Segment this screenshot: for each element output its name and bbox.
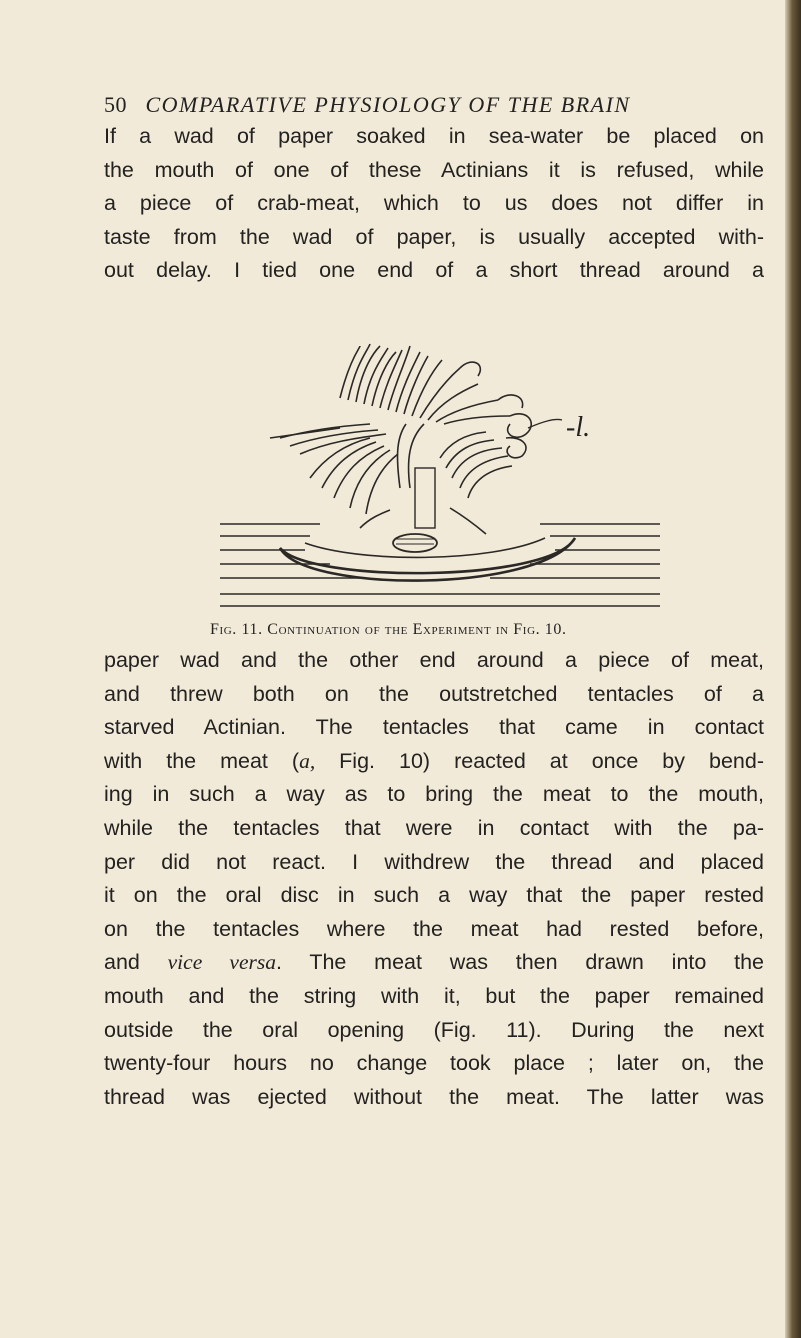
text-line: outside the oral opening (Fig. 11). During the next xyxy=(104,1017,764,1042)
paper-wad xyxy=(415,468,435,528)
text-line: the mouth of one of these Actinians it is refused, while xyxy=(104,157,764,182)
text-line: If a wad of paper soaked in sea-water be placed on xyxy=(104,124,764,148)
text-line: paper wad and the other end around a piece of meat, xyxy=(104,648,764,672)
text-line: and vice versa. The meat was then drawn into the xyxy=(104,950,764,975)
figure-caption xyxy=(210,621,670,639)
text-line: out delay. I tied one end of a short thread around a xyxy=(104,258,764,283)
text-line: with the meat (a, Fig. 10) reacted at once by bend- xyxy=(104,748,764,773)
water-lines xyxy=(220,524,660,606)
figure-label: -l. xyxy=(566,412,591,443)
text-line: twenty-four hours no change took place ; later on, the xyxy=(104,1051,764,1076)
text-line: thread was ejected without the meat. The latter was xyxy=(104,1084,764,1109)
text-line: while the tentacles that were in contact with the pa- xyxy=(104,815,764,840)
text-line: on the tentacles where the meat had rested before, xyxy=(104,916,764,941)
oral-opening xyxy=(393,534,437,552)
paragraph-2 xyxy=(104,644,764,1114)
text-line: starved Actinian. The tentacles that came in contact xyxy=(104,715,764,740)
paragraph-1 xyxy=(104,120,764,288)
text-line: per did not react. I withdrew the thread and placed xyxy=(104,849,764,874)
figure-caption-text: Fig. 11. Continuation of the Experiment in Fig. 10. xyxy=(210,621,567,638)
page-number: 50 xyxy=(104,92,127,117)
text-line: and threw both on the outstretched tentacles of a xyxy=(104,681,764,706)
text-line: ing in such a way as to bring the meat to the mouth, xyxy=(104,782,764,807)
page-edge-shadow xyxy=(785,0,801,1338)
italic-term: a, xyxy=(299,748,316,773)
actinian-drawing xyxy=(210,338,670,610)
italic-term: vice versa xyxy=(167,950,276,975)
tentacles xyxy=(280,344,512,534)
text-line: taste from the wad of paper, is usually accepted with- xyxy=(104,224,764,249)
text-line: a piece of crab-meat, which to us does not differ in xyxy=(104,191,764,216)
running-title: COMPARATIVE PHYSIOLOGY OF THE BRAIN xyxy=(145,92,631,117)
text-line: mouth and the string with it, but the paper remained xyxy=(104,983,764,1008)
text-line: it on the oral disc in such a way that the paper rested xyxy=(104,883,764,908)
figure-actinian-illustration xyxy=(210,338,670,610)
